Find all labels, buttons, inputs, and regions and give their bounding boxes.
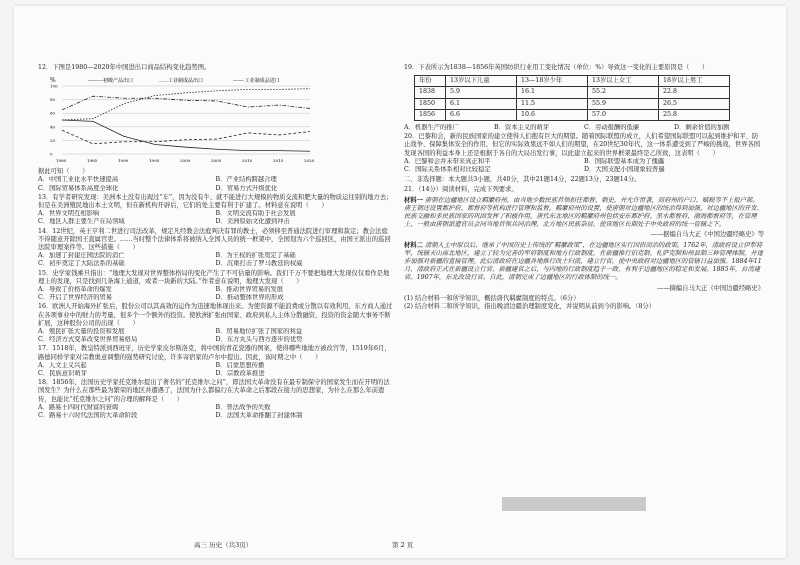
material-1 xyxy=(404,197,764,230)
chart-series-line-4 xyxy=(62,130,310,144)
exam-page xyxy=(14,6,786,558)
trade-structure-chart-svg xyxy=(48,74,318,166)
q19-table-header xyxy=(415,76,730,87)
chart-y-tick: 80 xyxy=(50,97,56,103)
q15-option-d[interactable]: D．推动整体世界的形成 xyxy=(215,294,284,302)
q17-option-b[interactable]: B．启蒙思想传播 xyxy=(215,361,265,369)
question-14 xyxy=(38,228,393,269)
q15-stem: 15．史学家钱乘旦指出：“地理大发现对世界整体格局的变化产生了不可估量的影响。我们千万不要把地理大发现仅仅看作是地理上的发现，只是找到几条海上通道，或者一块新的大陆。”作者意在说明，地理大发现（ ） xyxy=(38,269,390,285)
q15-option-a[interactable]: A．导致了价格革命的爆发 xyxy=(38,286,112,294)
q19-option-b[interactable]: B．资本主义的萌芽 xyxy=(494,124,550,132)
material-1-source: ——据编自马大正《中国边疆经略史》等 xyxy=(650,231,764,239)
q19-option-d[interactable]: D．剩余价值的加剧 xyxy=(674,124,730,132)
q12-option-a[interactable]: A．中国工业化水平快速提高 xyxy=(38,176,119,184)
table-cell: 25.8 xyxy=(659,109,730,120)
chart-x-tick: 1985 xyxy=(87,158,98,164)
q12-stem: 12．下图是1980—2020年中国进出口商品结构变化趋势图。 xyxy=(38,64,211,71)
table-cell: 22.8 xyxy=(659,87,730,98)
q21-stem: 21．（14分）阅读材料，完成下列要求。 xyxy=(404,186,518,194)
q17-option-d[interactable]: D．宗教改革推进 xyxy=(215,370,265,378)
table-cell: 55.2 xyxy=(588,87,659,98)
material-1-text: 唐朝在边疆地区设立羁縻府州，由当地少数民族首领担任都督、刺史，并允许世袭，而府州的户口、赋税等不上报户部。唐王朝还设置都护府、都督府等机构进行管理和监督。羁縻府州的设置，使唐朝对边疆地区的统治得到加强，对边疆地区的开发、民族交融和多民族国家的巩固发挥了积极作用。唐代东北地区的羁縻府州包括安东都护府、黑水都督府、渤海都督府等，在管理上，一般由唐朝派遣官员会同当地首领共同治理，北方地区民族杂居，使该地区长期处于中央政府的统一管辖之下。 xyxy=(404,196,763,229)
material-2-text: 清朝入主中原以后，继承了中国历史上传统的“羁縻政策”，在边疆地区实行因俗而治的政策。1762年，清政府设立伊犁将军，统辖天山南北地区，建立了较为完善的军府制度和地方行政制度，在新疆推行伯克制、札萨克制和州县制三种管理体制，并逐步加强对新疆的直接管理。此后清政府在边疆各地推行改土归流，建立行省，使中央政府对边疆地区的管辖日益加强。1884年11月，清政府正式在新疆设立行省，新疆建省之后，与内地的行政制度趋于一致，有利于边疆地区的稳定和发展。1885年，台湾建省。1907年，东北改设行省。自此，清朝完成了边疆地区的行政体制的统一。 xyxy=(404,241,763,282)
chart-y-tick: 0 xyxy=(50,151,53,157)
chart-y-tick: 40 xyxy=(50,124,56,130)
table-cell: 57.0 xyxy=(588,109,659,120)
q17-option-a[interactable]: A．人文主义兴起 xyxy=(38,361,87,369)
table-cell: 6.1 xyxy=(446,98,517,109)
q16-stem: 16．欧洲人开始海外扩张后，股份公司以其高效的运作为迅速地体现出来。为使资源不能浪费或分散以有效利用，东方商人通过在各项事业中的财力的考量，很多个一个额外的投资。使欧洲扩张由国家、政府到私人主体分散融资，投资的资金随大事务不断扩展，这种股份公司的出现（ ） xyxy=(38,303,393,327)
table-cell: 26.5 xyxy=(659,98,730,109)
chart-legend-2: ……工业制成品出口 xyxy=(158,78,204,85)
chart-x-tick: 2010 xyxy=(242,158,253,164)
q14-stem: 14．12世纪，英王亨利二世进行司法改革，规定凡经教会法庭判决有罪的教士，必须移至普通法院进行审理和裁定；教会法庭不得随意开除国王直属官吏。……当时整个法律体系将被纳入全国人员的统一框架中，全国划为六个巡回区，由国王派出的巡回法院审理案件等。这些措施（ ） xyxy=(38,227,391,252)
table-cell: 10.6 xyxy=(517,109,588,120)
q18-option-b[interactable]: B．普法战争的失败 xyxy=(215,403,271,411)
chart-y-tick: 20 xyxy=(50,138,56,144)
q15-option-c[interactable]: C．开启了世界经济的贸易 xyxy=(38,294,113,302)
chart-x-tick: 1995 xyxy=(149,158,160,164)
q19-stem: 19．下表所示为1838—1856年英国纺织行业用工变化情况（单位：%）导致这一变化的主要原因是（ ） xyxy=(404,64,709,71)
q12-after: 据此可知（ ） xyxy=(38,168,89,176)
table-cell: 16.1 xyxy=(517,87,588,98)
q19-header-cell: 年份 xyxy=(415,76,446,87)
table-cell: 1856 xyxy=(415,109,446,120)
chart-legend-3: ——·工业制成品进口 xyxy=(233,78,280,85)
question-13 xyxy=(38,194,393,227)
q18-stem: 18．1856年，法国历史学家托克维尔提出了著名的“托克维尔之问”，即法国大革命没有在最专制保守的国家发生而在开明的法国发生？为什么在那些最为繁荣的地区并遭遇了，法国为什么都偏行在大革命之后那段在接力的思想家，为什么在那么年前遗传，也能比“托克维尔之问”的合理的解释是（ ） xyxy=(38,379,390,403)
q14-option-b[interactable]: B．为王权的扩张奠定了基础 xyxy=(215,252,296,260)
question-12 xyxy=(38,64,393,193)
chart-series-line-2 xyxy=(62,89,310,120)
q20-stem: 20．巴黎和会，新的民族国家的建立使得人们抱有巨大的期望。随着国际联盟的成立，人们希望国际联盟可以起到维护和平、防止战争、保障集体安全的作用，但它的实际效果远不如人们的期望，在20世纪30年代，这一体系遭受到了严峻的挑战，世界各国发现各国的利益本身上还是根据于各自的大局出发行事，以此建立起来的世界框架最终是乙所致，这表明（ ） xyxy=(404,133,761,157)
chart-x-tick: 2015 xyxy=(273,158,284,164)
material-2-source: ——摘编自马大正《中国边疆经略史》 xyxy=(656,284,764,292)
q19-header-cell: 18岁以上男工 xyxy=(659,76,730,87)
question-16 xyxy=(38,303,393,344)
q14-option-d[interactable]: D．沉重打击了罗马教廷的权威 xyxy=(215,260,303,268)
footer-page-number: 第 2 页 xyxy=(392,541,414,549)
q13-stem: 13．有学者研究发现：美洲本土没有出现过“车”，因为没有牛、就不能进行大规模的物质交流和肥大量的物质运往别的地方去；但是在美洲殖民地出本土文明，但在新机构开辟后，它们的处主要有利于扩建了。材料意在说明（ ） xyxy=(38,193,393,210)
q14-option-a[interactable]: A．加速了封建庄园法院的消亡 xyxy=(38,252,125,260)
q19-header-cell: 13岁以上女工 xyxy=(588,76,659,87)
q19-table xyxy=(414,75,730,121)
q17-option-c[interactable]: C．民族意识萌芽 xyxy=(38,370,87,378)
chart-y-tick: 60 xyxy=(50,110,56,116)
question-17 xyxy=(38,345,393,378)
chart-y-tick: 100 xyxy=(50,83,58,89)
question-19 xyxy=(404,64,764,132)
q12-option-d[interactable]: D．贸易方式升级优化 xyxy=(215,184,278,192)
chart-x-tick: 2020 xyxy=(304,158,315,164)
table-row xyxy=(415,98,730,109)
q20-option-b[interactable]: B．国际联盟基本成为了傀儡 xyxy=(584,157,665,165)
chart-legend-1: ———初级产品出口 xyxy=(88,78,134,85)
q20-option-d[interactable]: D．大国支配小国现象较普遍 xyxy=(584,166,665,174)
chart-x-tick: 1990 xyxy=(118,158,129,164)
q19-option-a[interactable]: A．机器生产的推广 xyxy=(404,124,459,132)
material-1-label: 材料一 xyxy=(404,196,423,204)
q21-requirement-1: (1) 结合材料一和所学知识，概括唐代羁縻制度的特点。（6分） xyxy=(404,294,580,302)
section-heading: 二、非选择题：本大题共3小题，共40分，其中21题14分，22题13分，23题14分。 xyxy=(404,176,641,184)
q16-option-c[interactable]: C．经济方式变革改变世界贸易格局 xyxy=(38,336,138,344)
table-cell: 6.6 xyxy=(446,109,517,120)
table-cell: 55.9 xyxy=(588,98,659,109)
footer-page-info: 高三 历史（共3页） xyxy=(194,541,253,549)
table-cell: 1850 xyxy=(415,98,446,109)
question-21 xyxy=(404,186,764,311)
q19-header-cell: 13—18岁少年 xyxy=(517,76,588,87)
q13-option-d[interactable]: D．美洲原始文化遭到冲击 xyxy=(215,218,290,226)
material-2-label: 材料二 xyxy=(404,241,423,249)
q16-option-d[interactable]: D．东方丸头与西方逐步的优势 xyxy=(215,336,303,344)
q16-option-a[interactable]: A．殖民扩张大量的投资和发展 xyxy=(38,328,125,336)
q13-option-b[interactable]: B．文明交流有助于社会发展 xyxy=(215,210,296,218)
q16-option-b[interactable]: B．贸易地位扩张了国家的利益 xyxy=(215,328,302,336)
table-cell: 1838 xyxy=(415,87,446,98)
q19-header-cell: 13岁以下儿童 xyxy=(446,76,517,87)
q17-stem: 17．1518年，教皇特派到西班牙，历史学家皮尔斯洛克，将中国的青花瓷器的图案，使得哪些地地方被改宫等，1519年6月，路德同样学家对宗教奥意调整的强势研究讨论，许多寄宿家的卢尔中提出。因此，该时期之中（ ） xyxy=(38,345,391,361)
table-row xyxy=(415,87,730,98)
chart-x-tick: 2000 xyxy=(180,158,191,164)
chart-series-line-1 xyxy=(62,120,310,151)
q18-option-a[interactable]: A．路易十四时代财富的衰竭 xyxy=(38,403,119,411)
q14-option-c[interactable]: C．初步奠定了大陆法系的基础 xyxy=(38,260,125,268)
q20-option-c[interactable]: C．国际关系体系相对比较稳定 xyxy=(404,166,491,174)
q12-option-b[interactable]: B．产业结构跨越合理 xyxy=(215,176,277,184)
q20-option-a[interactable]: A．巴黎和会并未带来真正和平 xyxy=(404,157,491,165)
chart-x-tick: 2005 xyxy=(211,158,222,164)
q15-option-b[interactable]: B．推动世界贸易的发展 xyxy=(215,286,284,294)
material-2 xyxy=(404,242,764,283)
chart-y-label: % xyxy=(50,77,56,85)
question-15 xyxy=(38,270,393,303)
q18-option-c[interactable]: C．路易十六时代法国的大革命阶段 xyxy=(38,412,138,420)
chart-series-line-3 xyxy=(62,96,310,110)
chart-x-tick: 1980 xyxy=(56,158,67,164)
q19-option-c[interactable]: C．劳动报酬的低廉 xyxy=(584,124,640,132)
table-cell: 5.9 xyxy=(446,87,517,98)
question-18 xyxy=(38,379,393,420)
table-row xyxy=(415,109,730,120)
q18-option-d[interactable]: D．法国大革命推翻了封建体制 xyxy=(215,412,303,420)
q13-option-a[interactable]: A．世界文明互相影响 xyxy=(38,210,100,218)
question-20 xyxy=(404,133,764,174)
redaction-bar xyxy=(502,497,646,511)
table-cell: 11.5 xyxy=(517,98,588,109)
q13-option-c[interactable]: C．地区人群主要生产在局领域 xyxy=(38,218,125,226)
right-column xyxy=(404,64,764,312)
q21-requirement-2: (2) 结合材料二和所学知识，指出晚清边疆治理制度变化，并说明从前到今的影响。（8分） xyxy=(404,303,656,311)
trade-structure-chart xyxy=(48,74,318,166)
q12-option-c[interactable]: C．国际贸易体系高度全球化 xyxy=(38,184,119,192)
left-column xyxy=(38,64,393,421)
